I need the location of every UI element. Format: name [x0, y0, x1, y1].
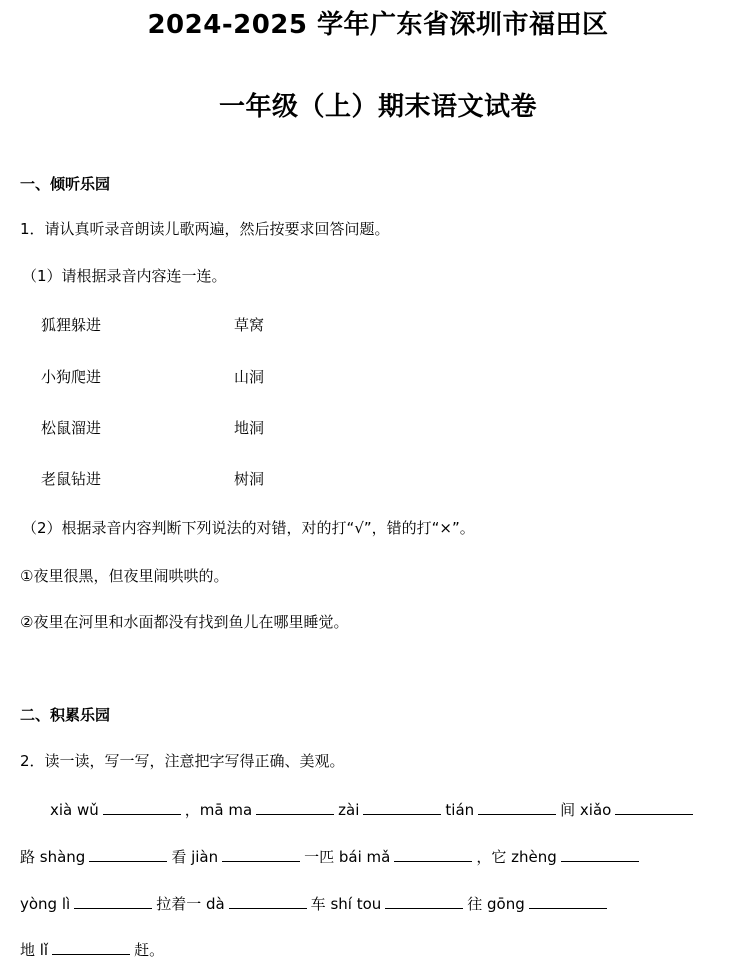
- answer-blank[interactable]: [103, 798, 181, 815]
- question-1-part-2: （2）根据录音内容判断下列说法的对错，对的打“√”，错的打“×”。: [22, 519, 475, 537]
- question-1-part-1: （1）请根据录音内容连一连。: [22, 267, 227, 285]
- statement-1: ①夜里很黑，但夜里闹哄哄的。: [20, 567, 229, 585]
- match-right-item: 草窝: [234, 316, 265, 334]
- pinyin-segment: ，它 zhèng: [476, 848, 557, 866]
- answer-blank[interactable]: [256, 798, 334, 815]
- answer-blank[interactable]: [52, 938, 130, 955]
- pinyin-row-1: [50, 798, 736, 821]
- statement-2: ②夜里在河里和水面都没有找到鱼儿在哪里睡觉。: [20, 613, 349, 631]
- answer-blank[interactable]: [478, 798, 556, 815]
- pinyin-row-2: [20, 845, 736, 868]
- section-heading-listening: 一、倾听乐园: [20, 175, 111, 193]
- section-heading-accumulation: 二、积累乐园: [20, 706, 111, 724]
- answer-blank[interactable]: [229, 892, 307, 909]
- exam-title-line2: 一年级（上）期末语文试卷: [218, 92, 537, 122]
- pinyin-segment: xià wǔ: [50, 801, 99, 819]
- pinyin-segment: 地 lǐ: [20, 941, 49, 959]
- pinyin-segment: 拉着一 dà: [156, 895, 225, 913]
- question-1-prompt: 1．请认真听录音朗读儿歌两遍，然后按要求回答问题。: [20, 220, 390, 238]
- match-right-item: 树洞: [234, 470, 265, 488]
- answer-blank[interactable]: [363, 798, 441, 815]
- answer-blank[interactable]: [394, 845, 472, 862]
- answer-blank[interactable]: [74, 892, 152, 909]
- pinyin-segment: 间 xiǎo: [560, 801, 612, 819]
- pinyin-segment: 往 gōng: [467, 895, 525, 913]
- answer-blank[interactable]: [222, 845, 300, 862]
- pinyin-segment: 看 jiàn: [171, 848, 219, 866]
- pinyin-row-3: [20, 892, 736, 915]
- pinyin-segment: 赶。: [134, 941, 165, 959]
- pinyin-segment: tián: [445, 801, 475, 819]
- question-2-prompt: 2．读一读，写一写，注意把字写得正确、美观。: [20, 752, 345, 770]
- match-right-item: 地洞: [234, 419, 265, 437]
- pinyin-segment: zài: [338, 801, 360, 819]
- pinyin-segment: 路 shàng: [20, 848, 86, 866]
- match-right-item: 山洞: [234, 368, 265, 386]
- pinyin-segment: yòng lì: [20, 895, 71, 913]
- exam-title-line1: 2024-2025 学年广东省深圳市福田区: [147, 10, 609, 40]
- pinyin-segment: 一匹 bái mǎ: [304, 848, 391, 866]
- match-left-item: 老鼠钻进: [41, 470, 102, 488]
- match-left-item: 小狗爬进: [41, 368, 102, 386]
- answer-blank[interactable]: [89, 845, 167, 862]
- pinyin-segment: ，mā ma: [184, 801, 253, 819]
- pinyin-segment: 车 shí tou: [310, 895, 382, 913]
- answer-blank[interactable]: [529, 892, 607, 909]
- match-left-item: 松鼠溜进: [41, 419, 102, 437]
- answer-blank[interactable]: [615, 798, 693, 815]
- answer-blank[interactable]: [385, 892, 463, 909]
- match-left-item: 狐狸躲进: [41, 316, 102, 334]
- pinyin-row-4: [20, 938, 736, 961]
- answer-blank[interactable]: [561, 845, 639, 862]
